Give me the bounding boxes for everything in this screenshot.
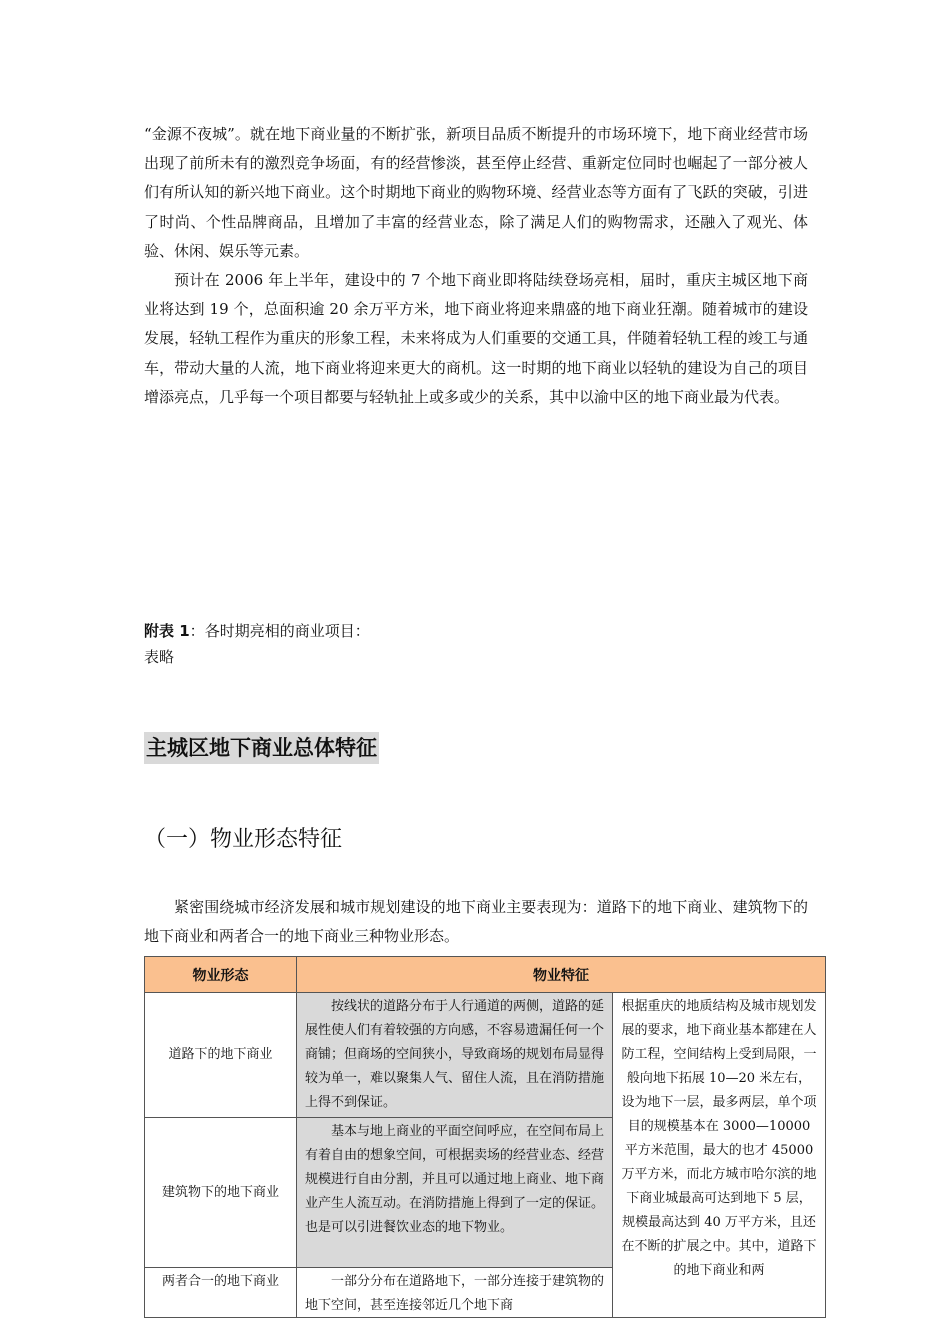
body-paragraph-1: “金源不夜城”。就在地下商业量的不断扩张，新项目品质不断提升的市场环境下，地下商业经营市场出现了前所未有的激烈竞争场面，有的经营惨淡，甚至停止经营、重新定位同时也崛起了一部分被人们有所认知的新兴地下商业。这个时期地下商业的购物环境、经营业态等方面有了飞跃的突破，引进了时尚、个性品牌商品，且增加了丰富的经营业态，除了满足人们的购物需求，还融入了观光、体验、休闲、娱乐等元素。 — [144, 125, 808, 260]
feature-cell — [297, 1268, 613, 1318]
appendix-block — [144, 618, 370, 670]
document-page — [144, 120, 817, 1313]
feature-cell: 基本与地上商业的平面空间呼应，在空间布局上有着自由的想象空间，可根据卖场的经营业态、经营规模进行自由分割，并且可以通过地上商业、地下商业产生人流互动。在消防措施上得到了一定的保证。也是可以引进餐饮业态的地下物业。 — [297, 1118, 613, 1268]
header-cell-feature: 物业特征 — [297, 957, 826, 993]
appendix-label: 附表 1 — [144, 622, 190, 640]
subsection-heading: （一）物业形态特征 — [144, 827, 343, 852]
appendix-note: 表略 — [144, 648, 175, 666]
appendix-colon: ： — [189, 622, 205, 640]
table-header-row — [145, 957, 826, 993]
intro-paragraph: 紧密围绕城市经济发展和城市规划建设的地下商业主要表现为：道路下的地下商业、建筑物下的地下商业和两者合一的地下商业三种物业形态。 — [144, 898, 808, 946]
header-cell-form: 物业形态 — [145, 957, 297, 993]
form-cell: 两者合一的地下商业 — [145, 1268, 297, 1318]
common-feature-cell — [613, 993, 826, 1318]
property-form-table — [144, 956, 826, 1318]
table-row — [145, 993, 826, 1118]
common-feature-text: 根据重庆的地质结构及城市规划发展的要求，地下商业基本都建在人防工程，空间结构上受到局限，一般向地下拓展 10—20 米左右，设为地下一层，最多两层，单个项目的规模基本在 3000—10000 平方米范围，最大的也才 45000 万平方米，而北方城市哈尔滨的地下商业城最高可达到地下 5 层，规模最高达到 40 万平方米，且还在不断的扩展之中。其中，道路下的地下商业和两 — [621, 999, 817, 1278]
feature-cell: 按线状的道路分布于人行通道的两侧，道路的延展性使人们有着较强的方向感，不容易遗漏任何一个商铺；但商场的空间狭小，导致商场的规划布局显得较为单一，难以聚集人气、留住人流，且在消防措施上得不到保证。 — [297, 993, 613, 1118]
appendix-caption — [144, 618, 370, 644]
feature-cell-text: 一部分分布在道路地下，一部分连接于建筑物的地下空间，甚至连接邻近几个地下商 — [305, 1274, 604, 1313]
form-cell: 建筑物下的地下商业 — [145, 1118, 297, 1268]
section-heading: 主城区地下商业总体特征 — [144, 732, 379, 764]
appendix-title: 各时期亮相的商业项目： — [204, 622, 370, 640]
body-paragraph-2: 预计在 2006 年上半年，建设中的 7 个地下商业即将陆续登场亮相，届时，重庆主城区地下商业将达到 19 个，总面积逾 20 余万平方米，地下商业将迎来鼎盛的地下商业狂潮。随着城市的建设发展，轻轨工程作为重庆的形象工程，未来将成为人们重要的交通工具，伴随着轻轨工程的竣工与通车，带动大量的人流，地下商业将迎来更大的商机。这一时期的地下商业以轻轨的建设为自己的项目增添亮点，几乎每一个项目都要与轻轨扯上或多或少的关系，其中以渝中区的地下商业最为代表。 — [144, 271, 808, 406]
form-cell: 道路下的地下商业 — [145, 993, 297, 1118]
